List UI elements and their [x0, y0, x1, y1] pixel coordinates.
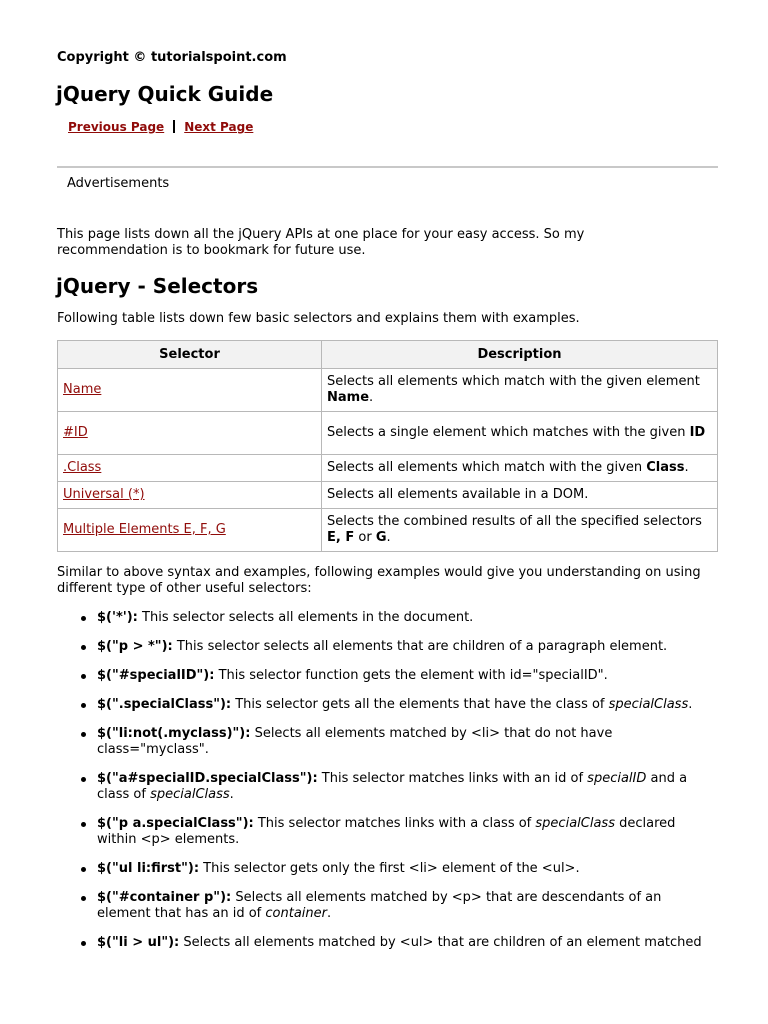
description-cell	[322, 412, 718, 455]
example-code: $("ul li:first"):	[97, 861, 200, 876]
selectors-heading: jQuery - Selectors	[56, 274, 259, 298]
description-cell	[322, 509, 718, 552]
example-italic: specialClass	[608, 697, 689, 712]
description-text: Selects all elements available in a DOM.	[327, 487, 589, 502]
description-text: Selects all elements which match with the given element	[327, 374, 700, 389]
description-tail: .	[386, 530, 391, 545]
selectors-table	[57, 340, 718, 552]
selector-link-universal[interactable]: Universal (*)	[63, 487, 145, 502]
example-code: $("a#specialID.specialClass"):	[97, 771, 318, 786]
description-tail: .	[684, 460, 689, 475]
example-code: $("li > ul"):	[97, 935, 180, 950]
example-tail: .	[327, 906, 332, 921]
table-row	[58, 369, 718, 412]
description-column-header: Description	[322, 341, 718, 369]
nav-separator	[173, 120, 175, 133]
example-tail: .	[688, 697, 693, 712]
bullet-icon	[81, 703, 86, 708]
previous-page-link[interactable]: Previous Page	[68, 120, 165, 134]
table-row	[58, 412, 718, 455]
selector-cell	[58, 509, 322, 552]
bullet-icon	[81, 645, 86, 650]
list-item	[57, 890, 717, 922]
table-row	[58, 509, 718, 552]
description-bold: ID	[689, 425, 706, 440]
page-title: jQuery Quick Guide	[56, 82, 274, 106]
description-mid: or	[354, 530, 376, 545]
description-text: Selects a single element which matches with the given	[327, 425, 690, 440]
description-text: Selects all elements which match with the given	[327, 460, 647, 475]
selectors-lead-paragraph: Following table lists down few basic selectors and explains them with examples.	[57, 311, 580, 326]
table-row	[58, 455, 718, 482]
list-item	[57, 697, 717, 713]
example-italic: specialID	[587, 771, 647, 786]
description-bold: Class	[646, 460, 685, 475]
bullet-icon	[81, 777, 86, 782]
selector-cell	[58, 412, 322, 455]
example-text: Selects all elements matched by <li> that do not have class="myclass".	[97, 726, 613, 757]
list-item	[57, 639, 717, 655]
description-cell	[322, 482, 718, 509]
list-item	[57, 771, 717, 803]
description-text: Selects the combined results of all the specified selectors	[327, 514, 702, 529]
example-mid: and a class of	[97, 771, 688, 802]
example-tail: .	[229, 787, 234, 802]
example-code: $("p a.specialClass"):	[97, 816, 254, 831]
example-code: $('*'):	[97, 610, 138, 625]
copyright-notice: Copyright © tutorialspoint.com	[57, 50, 287, 65]
selector-link-class[interactable]: .Class	[63, 460, 102, 475]
similar-paragraph: Similar to above syntax and examples, following examples would give you understanding on using different type of other useful selectors:	[57, 565, 701, 596]
example-code: $(".specialClass"):	[97, 697, 232, 712]
description-cell	[322, 369, 718, 412]
selector-cell	[58, 455, 322, 482]
description-bold: Name	[327, 390, 370, 405]
list-item	[57, 816, 717, 848]
selector-cell	[58, 482, 322, 509]
selector-column-header: Selector	[58, 341, 322, 369]
next-page-link[interactable]: Next Page	[184, 120, 254, 134]
description-tail: .	[369, 390, 374, 405]
example-text: Selects all elements matched by <p> that are descendants of an element that has an id of	[97, 890, 662, 921]
example-italic: specialClass	[535, 816, 615, 831]
example-text: This selector selects all elements that are children of a paragraph element.	[172, 639, 668, 654]
example-text: This selector function gets the element with id="specialID".	[214, 668, 608, 683]
table-row	[58, 482, 718, 509]
bullet-icon	[81, 732, 86, 737]
example-text: This selector selects all elements in the document.	[137, 610, 474, 625]
description-cell	[322, 455, 718, 482]
example-code: $("#container p"):	[97, 890, 232, 905]
example-tail: declared within <p> elements.	[97, 816, 676, 847]
example-code: $("p > *"):	[97, 639, 173, 654]
description-bold: E, F	[327, 530, 355, 545]
bullet-icon	[81, 941, 86, 946]
bullet-icon	[81, 822, 86, 827]
bullet-icon	[81, 674, 86, 679]
selector-link-id[interactable]: #ID	[63, 425, 88, 440]
advertisements-label: Advertisements	[67, 176, 170, 191]
description-bold-2: G	[375, 530, 387, 545]
selector-link-multiple[interactable]: Multiple Elements E, F, G	[63, 522, 226, 537]
example-text: This selector matches links with an id of	[317, 771, 588, 786]
example-italic-2: specialClass	[150, 787, 230, 802]
selector-link-name[interactable]: Name	[63, 382, 102, 397]
example-text: This selector gets only the first <li> element of the <ul>.	[199, 861, 580, 876]
example-text: This selector matches links with a class of	[253, 816, 536, 831]
example-italic: container	[265, 906, 327, 921]
table-header-row	[58, 341, 718, 369]
bullet-icon	[81, 616, 86, 621]
list-item	[57, 610, 717, 626]
list-item	[57, 668, 717, 684]
example-code: $("li:not(.myclass)"):	[97, 726, 251, 741]
bullet-icon	[81, 896, 86, 901]
intro-paragraph: This page lists down all the jQuery APIs at one place for your easy access. So my recommendation is to bookmark for future use.	[57, 227, 585, 258]
selector-cell	[58, 369, 322, 412]
example-code: $("#specialID"):	[97, 668, 215, 683]
bullet-icon	[81, 867, 86, 872]
horizontal-divider	[57, 166, 718, 168]
example-text: This selector gets all the elements that have the class of	[231, 697, 609, 712]
list-item	[57, 726, 717, 758]
example-text: Selects all elements matched by <ul> that are children of an element matched	[179, 935, 702, 950]
list-item	[57, 935, 717, 951]
list-item	[57, 861, 717, 877]
selector-examples-list	[57, 610, 717, 964]
page-navigation	[68, 119, 253, 135]
